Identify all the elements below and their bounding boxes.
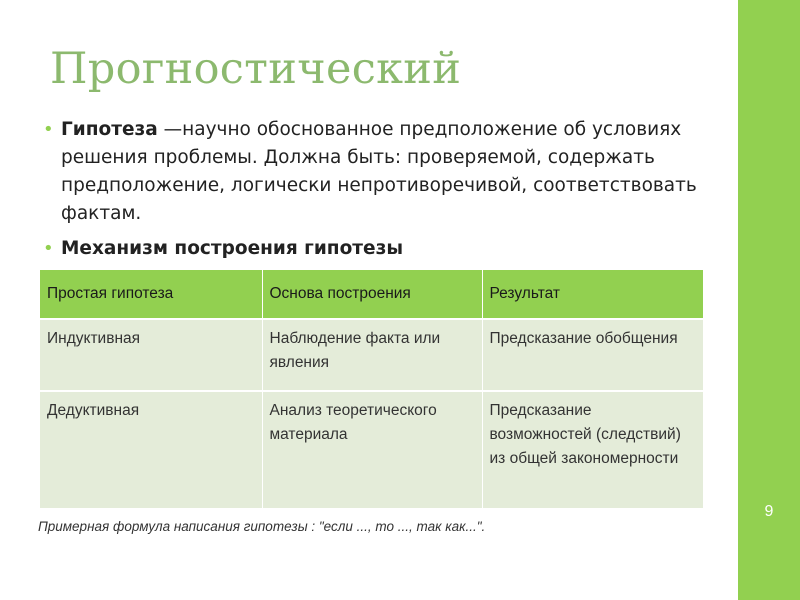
bullet-hypothesis-definition — [40, 116, 730, 228]
bullet-list — [40, 116, 730, 263]
footnote-formula: Примерная формула написания гипотезы : "если ..., то ..., так как...". — [38, 519, 486, 534]
hypothesis-table — [40, 270, 704, 510]
table-cell: Дедуктивная — [40, 391, 262, 509]
bullet-text: —научно обоснованное предположение об условиях решения проблемы. Должна быть: проверяемой, содержать предположение, логически непротиворечивой, соответствовать фактам. — [61, 119, 697, 224]
table-cell: Предсказание обобщения — [482, 319, 703, 391]
table-cell: Индуктивная — [40, 319, 262, 391]
table-row — [40, 391, 703, 509]
bullet-term: Гипотеза — [61, 119, 158, 140]
column-header-simple-hypothesis: Простая гипотеза — [40, 270, 262, 319]
bullet-term: Механизм построения гипотезы — [61, 238, 404, 259]
slide-title: Прогностический — [50, 44, 462, 94]
table-cell: Анализ теоретического материала — [262, 391, 482, 509]
bullet-hypothesis-mechanism — [40, 235, 730, 263]
column-header-basis: Основа построения — [262, 270, 482, 319]
table-cell: Предсказание возможностей (следствий) из общей закономерности — [482, 391, 703, 509]
bullet-dot-icon: • — [43, 119, 54, 140]
page-number: 9 — [764, 503, 774, 520]
column-header-result: Результат — [482, 270, 703, 319]
bullet-dot-icon: • — [43, 238, 54, 259]
table-row — [40, 319, 703, 391]
table-header-row — [40, 270, 703, 319]
table-cell: Наблюдение факта или явления — [262, 319, 482, 391]
